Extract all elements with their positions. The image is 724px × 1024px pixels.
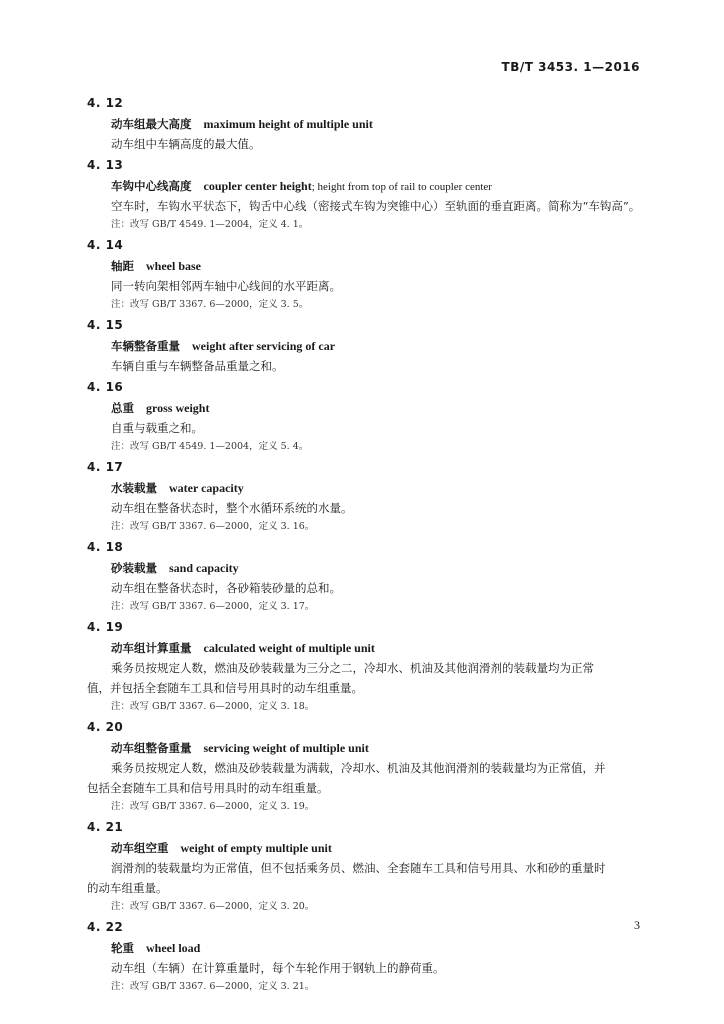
term-en: calculated weight of multiple unit <box>203 641 375 655</box>
term-en: servicing weight of multiple unit <box>203 741 369 755</box>
term-en: wheel load <box>146 941 201 955</box>
terms-list <box>87 92 647 996</box>
term-definition-line2: 的动车组重量。 <box>87 881 168 895</box>
term-note: 注：改写 GB/T 3367. 6—2000，定义 3. 18。 <box>111 701 315 712</box>
term-note: 注：改写 GB/T 3367. 6—2000，定义 3. 21。 <box>111 981 315 992</box>
term-4-19 <box>87 616 647 716</box>
term-definition: 空车时，车钩水平状态下，钩舌中心线（密接式车钩为突锥中心）至轨面的垂直距离。简称为“车钩高”。 <box>111 199 641 213</box>
term-4-17 <box>87 456 647 536</box>
term-number: 4. 20 <box>87 720 124 734</box>
term-number: 4. 14 <box>87 238 124 252</box>
term-definition: 动车组中车辆高度的最大值。 <box>111 137 261 151</box>
term-note: 注：改写 GB/T 3367. 6—2000，定义 3. 5。 <box>111 299 309 310</box>
term-en-alt: ; height from top of rail to coupler center <box>311 181 492 193</box>
term-4-13 <box>87 154 647 234</box>
term-note: 注：改写 GB/T 4549. 1—2004，定义 4. 1。 <box>111 219 309 230</box>
term-zh: 轴距 <box>111 259 134 273</box>
term-title <box>87 558 647 578</box>
term-number: 4. 21 <box>87 820 124 834</box>
term-note: 注：改写 GB/T 3367. 6—2000，定义 3. 20。 <box>111 901 315 912</box>
term-en: coupler center height <box>203 179 312 193</box>
term-number: 4. 12 <box>87 96 124 110</box>
term-note: 注：改写 GB/T 4549. 1—2004，定义 5. 4。 <box>111 441 309 452</box>
term-definition: 动车组（车辆）在计算重量时，每个车轮作用于钢轨上的静荷重。 <box>111 961 445 975</box>
term-zh: 动车组最大高度 <box>111 117 192 131</box>
term-zh: 总重 <box>111 401 134 415</box>
term-number: 4. 16 <box>87 380 124 394</box>
term-definition: 动车组在整备状态时，整个水循环系统的水量。 <box>111 501 353 515</box>
term-title <box>87 336 647 356</box>
term-4-18 <box>87 536 647 616</box>
term-en: maximum height of multiple unit <box>203 117 373 131</box>
term-en: water capacity <box>169 481 244 495</box>
term-definition-line2: 值，并包括全套随车工具和信号用具时的动车组重量。 <box>87 681 363 695</box>
document-code: TB/T 3453. 1—2016 <box>501 60 640 74</box>
term-number: 4. 15 <box>87 318 124 332</box>
term-title <box>87 256 647 276</box>
term-zh: 砂装载量 <box>111 561 157 575</box>
term-4-14 <box>87 234 647 314</box>
term-en: weight of empty multiple unit <box>180 841 332 855</box>
term-zh: 动车组空重 <box>111 841 169 855</box>
term-en: gross weight <box>146 401 210 415</box>
term-definition-line1: 乘务员按规定人数，燃油及砂装载量为三分之二，冷却水、机油及其他润滑剂的装载量均为正常 <box>111 661 594 675</box>
term-zh: 动车组计算重量 <box>111 641 192 655</box>
term-number: 4. 19 <box>87 620 124 634</box>
term-zh: 动车组整备重量 <box>111 741 192 755</box>
term-definition: 动车组在整备状态时，各砂箱装砂量的总和。 <box>111 581 341 595</box>
term-title <box>87 638 647 658</box>
term-definition-line1: 润滑剂的装载量均为正常值，但不包括乘务员、燃油、全套随车工具和信号用具、水和砂的重量时 <box>111 861 606 875</box>
term-zh: 车辆整备重量 <box>111 339 180 353</box>
term-note: 注：改写 GB/T 3367. 6—2000，定义 3. 19。 <box>111 801 315 812</box>
term-4-22 <box>87 916 647 996</box>
term-zh: 车钩中心线高度 <box>111 179 192 193</box>
term-title <box>87 838 647 858</box>
term-title <box>87 114 647 134</box>
term-definition-line1: 乘务员按规定人数，燃油及砂装载量为满载，冷却水、机油及其他润滑剂的装载量均为正常值，并 <box>111 761 606 775</box>
page-number: 3 <box>634 918 640 932</box>
term-note: 注：改写 GB/T 3367. 6—2000，定义 3. 16。 <box>111 521 315 532</box>
term-title <box>87 398 647 418</box>
term-4-12 <box>87 92 647 154</box>
term-4-20 <box>87 716 647 816</box>
term-zh: 水装载量 <box>111 481 157 495</box>
term-title <box>87 938 647 958</box>
term-zh: 轮重 <box>111 941 134 955</box>
term-en: sand capacity <box>169 561 239 575</box>
term-title <box>87 478 647 498</box>
term-title <box>87 176 647 196</box>
term-title <box>87 738 647 758</box>
term-number: 4. 17 <box>87 460 124 474</box>
term-note: 注：改写 GB/T 3367. 6—2000，定义 3. 17。 <box>111 601 315 612</box>
term-number: 4. 22 <box>87 920 124 934</box>
term-definition: 车辆自重与车辆整备品重量之和。 <box>111 359 284 373</box>
term-4-21 <box>87 816 647 916</box>
term-4-16 <box>87 376 647 456</box>
term-definition: 自重与载重之和。 <box>111 421 203 435</box>
term-definition: 同一转向架相邻两车轴中心线间的水平距离。 <box>111 279 341 293</box>
term-4-15 <box>87 314 647 376</box>
term-definition-line2: 包括全套随车工具和信号用具时的动车组重量。 <box>87 781 329 795</box>
term-number: 4. 18 <box>87 540 124 554</box>
term-en: weight after servicing of car <box>192 339 336 353</box>
term-en: wheel base <box>146 259 201 273</box>
term-number: 4. 13 <box>87 158 124 172</box>
